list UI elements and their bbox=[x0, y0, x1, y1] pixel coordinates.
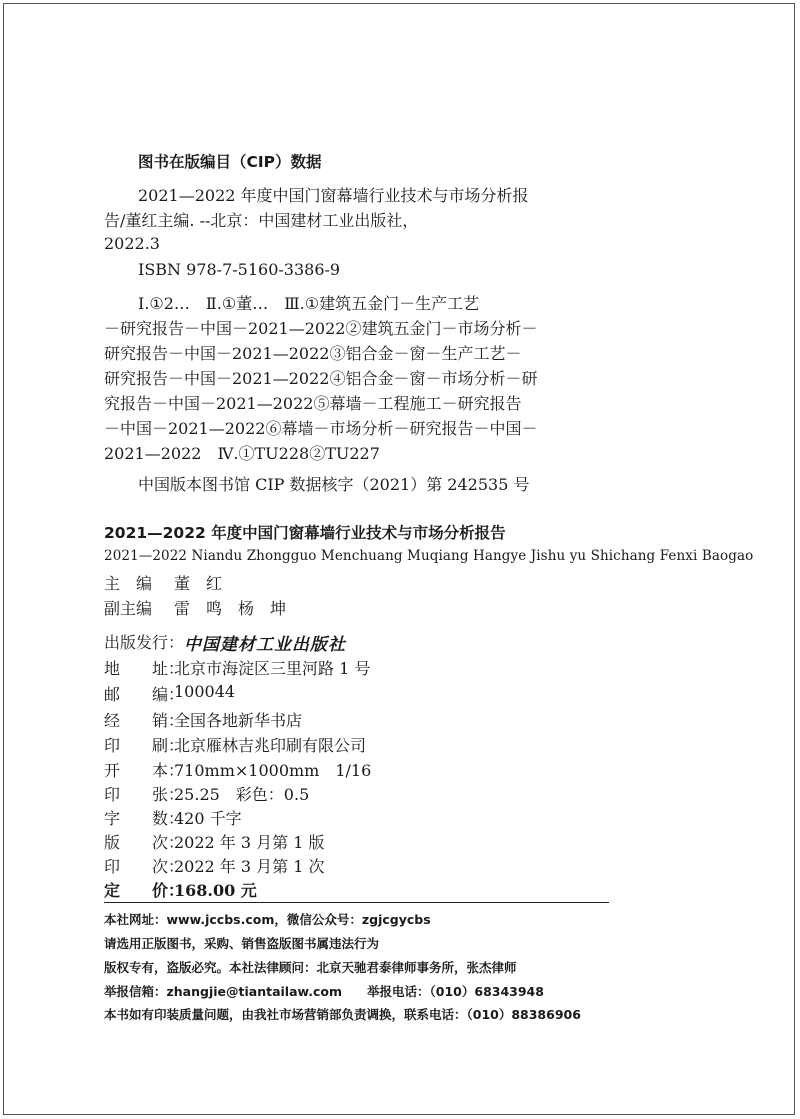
info-value: 北京雁林吉兆印刷有限公司 bbox=[174, 736, 367, 755]
info-row bbox=[104, 806, 242, 829]
info-value: 全国各地新华书店 bbox=[174, 711, 303, 730]
footer-line: 本书如有印装质量问题，由我社市场营销部负责调换，联系电话：（010）88386906 bbox=[104, 1007, 581, 1022]
price-value: 168.00 元 bbox=[174, 881, 257, 900]
info-key: 版 次： bbox=[104, 833, 185, 852]
credit-editor bbox=[104, 571, 222, 594]
credit-name: 董 红 bbox=[174, 574, 223, 593]
info-value: 420 千字 bbox=[174, 809, 242, 828]
info-row bbox=[104, 758, 371, 781]
info-key: 开 本： bbox=[104, 761, 185, 780]
cip-line: －研究报告－中国－2021—2022②建筑五金门－市场分析－ bbox=[104, 319, 538, 338]
book-title-pinyin: 2021—2022 Niandu Zhongguo Menchuang Muqiang Hangye Jishu yu Shichang Fenxi Baogao bbox=[104, 548, 754, 564]
cip-line: 2021—2022 年度中国门窗幕墙行业技术与市场分析报 bbox=[138, 186, 529, 205]
cip-line: 2022.3 bbox=[104, 234, 160, 253]
publisher-label: 出版发行： bbox=[104, 633, 185, 652]
publisher-logo: 中国建材工业出版社 bbox=[184, 635, 347, 655]
info-key: 字 数： bbox=[104, 809, 185, 828]
credit-deputy-editor bbox=[104, 596, 286, 619]
publisher-row bbox=[104, 630, 346, 655]
info-key: 印 次： bbox=[104, 857, 185, 876]
credit-role: 主 编 bbox=[104, 574, 153, 593]
price-row bbox=[104, 878, 257, 901]
cip-line: －中国－2021—2022⑥幕墙－市场分析－研究报告－中国－ bbox=[104, 419, 538, 438]
info-key: 经 销： bbox=[104, 711, 185, 730]
divider bbox=[104, 902, 609, 903]
book-title: 2021—2022 年度中国门窗幕墙行业技术与市场分析报告 bbox=[104, 524, 506, 542]
credit-role: 副主编 bbox=[104, 599, 153, 618]
info-row bbox=[104, 682, 235, 705]
info-row bbox=[104, 733, 366, 756]
cip-line: 究报告－中国－2021—2022⑤幕墙－工程施工－研究报告 bbox=[104, 394, 522, 413]
cip-heading: 图书在版编目（CIP）数据 bbox=[138, 153, 322, 171]
info-row bbox=[104, 830, 325, 853]
info-value: 2022 年 3 月第 1 次 bbox=[174, 857, 325, 876]
cip-line: 2021—2022 Ⅳ.①TU228②TU227 bbox=[104, 444, 380, 463]
info-row bbox=[104, 656, 370, 679]
info-key: 定 价： bbox=[104, 881, 185, 900]
cip-line: Ⅰ.①2… Ⅱ.①董… Ⅲ.①建筑五金门－生产工艺 bbox=[138, 294, 480, 313]
footer-line: 版权专有，盗版必究。本社法律顾问：北京天驰君泰律师事务所，张杰律师 bbox=[104, 960, 517, 975]
info-key: 邮 编： bbox=[104, 685, 185, 704]
footer-line: 本社网址：www.jccbs.com，微信公众号：zgjcgycbs bbox=[104, 912, 431, 927]
cip-line: 告/董红主编. --北京：中国建材工业出版社， bbox=[104, 211, 419, 230]
info-row bbox=[104, 854, 325, 877]
cip-line: 研究报告－中国－2021—2022④铝合金－窗－市场分析－研 bbox=[104, 369, 538, 388]
cip-line: 研究报告－中国－2021—2022③铝合金－窗－生产工艺－ bbox=[104, 344, 522, 363]
info-key: 地 址： bbox=[104, 659, 185, 678]
info-value: 北京市海淀区三里河路 1 号 bbox=[174, 659, 371, 678]
info-value: 710mm×1000mm 1/16 bbox=[174, 761, 372, 780]
footer-line: 举报信箱：zhangjie@tiantailaw.com 举报电话：（010）68343948 bbox=[104, 984, 544, 999]
info-value: 100044 bbox=[174, 682, 236, 701]
info-key: 印 张： bbox=[104, 785, 185, 804]
cip-isbn: ISBN 978-7-5160-3386-9 bbox=[138, 260, 341, 279]
info-row bbox=[104, 708, 302, 731]
footer-line: 请选用正版图书，采购、销售盗版图书属违法行为 bbox=[104, 936, 380, 951]
info-value: 25.25 彩色：0.5 bbox=[174, 785, 310, 804]
info-key: 印 刷： bbox=[104, 736, 185, 755]
cip-number: 中国版本图书馆 CIP 数据核字（2021）第 242535 号 bbox=[138, 475, 530, 494]
info-value: 2022 年 3 月第 1 版 bbox=[174, 833, 325, 852]
credit-name: 雷 鸣 杨 坤 bbox=[174, 599, 287, 618]
info-row bbox=[104, 782, 309, 805]
